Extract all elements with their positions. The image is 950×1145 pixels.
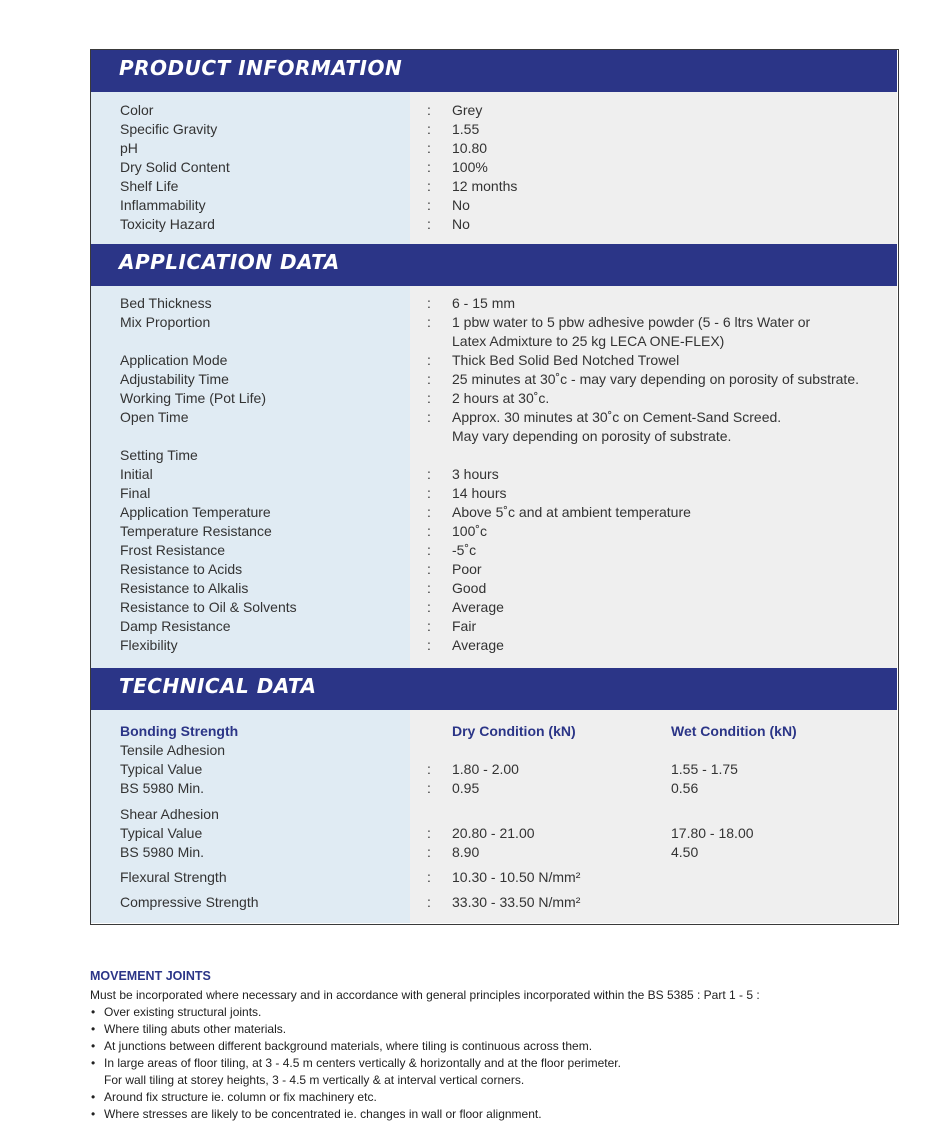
row-value: May vary depending on porosity of substrate. xyxy=(452,428,732,444)
row-label: Specific Gravity xyxy=(120,121,218,137)
row-value: 1 pbw water to 5 pbw adhesive powder (5 - 6 ltrs Water or xyxy=(452,314,811,330)
table-row xyxy=(91,446,897,465)
row-colon: : xyxy=(427,523,431,539)
row-value: Above 5˚c and at ambient temperature xyxy=(452,504,691,520)
dry-value: 20.80 - 21.00 xyxy=(452,825,535,841)
table-row xyxy=(91,805,897,824)
row-label: Frost Resistance xyxy=(120,542,226,558)
table-row xyxy=(91,579,897,598)
table-row xyxy=(91,541,897,560)
movement-joints-title: MOVEMENT JOINTS xyxy=(90,969,211,983)
movement-joints-section xyxy=(90,968,910,1123)
row-label: Application Temperature xyxy=(120,504,271,520)
table-row xyxy=(91,484,897,503)
table-row xyxy=(91,177,897,196)
wet-value: 1.55 - 1.75 xyxy=(671,761,738,777)
table-row xyxy=(91,636,897,655)
data-sheet-frame xyxy=(90,49,899,925)
product-information-header xyxy=(91,50,897,92)
application-data-title: APPLICATION DATA xyxy=(119,250,340,274)
row-value: Grey xyxy=(452,102,483,118)
row-label: Temperature Resistance xyxy=(120,523,272,539)
row-label: Dry Solid Content xyxy=(120,159,230,175)
row-colon: : xyxy=(427,561,431,577)
dry-value: 8.90 xyxy=(452,844,480,860)
row-label: Damp Resistance xyxy=(120,618,231,634)
row-value: 10.80 xyxy=(452,140,488,156)
dry-value: 33.30 - 33.50 N/mm² xyxy=(452,894,581,910)
row-value: Good xyxy=(452,580,487,596)
product-information-title: PRODUCT INFORMATION xyxy=(119,56,403,80)
technical-header-row xyxy=(91,722,897,741)
row-value: 2 hours at 30˚c. xyxy=(452,390,550,406)
table-row xyxy=(91,760,897,779)
list-item: • At junctions between different background materials, where tiling is continuous across them. xyxy=(90,1038,910,1055)
dry-value: 10.30 - 10.50 N/mm² xyxy=(452,869,581,885)
row-label: Application Mode xyxy=(120,352,228,368)
row-value: 25 minutes at 30˚c - may vary depending on porosity of substrate. xyxy=(452,371,859,387)
product-information-body xyxy=(91,92,897,244)
list-item: • Around fix structure ie. column or fix machinery etc. xyxy=(90,1089,910,1106)
list-item: • Where stresses are likely to be concentrated ie. changes in wall or floor alignment. xyxy=(90,1106,910,1123)
table-row xyxy=(91,196,897,215)
dry-condition-heading: Dry Condition (kN) xyxy=(452,723,576,739)
wet-value: 17.80 - 18.00 xyxy=(671,825,754,841)
application-data-header xyxy=(91,244,897,286)
row-label: Resistance to Acids xyxy=(120,561,243,577)
table-row xyxy=(91,332,897,351)
row-label: Mix Proportion xyxy=(120,314,211,330)
row-colon: : xyxy=(427,159,431,175)
row-colon: : xyxy=(427,121,431,137)
row-value: Poor xyxy=(452,561,482,577)
row-label: BS 5980 Min. xyxy=(120,780,205,796)
technical-data-body xyxy=(91,710,897,923)
row-colon: : xyxy=(427,618,431,634)
row-value: No xyxy=(452,197,470,213)
table-row xyxy=(91,868,897,887)
row-label: Final xyxy=(120,485,151,501)
row-colon: : xyxy=(427,314,431,330)
table-row xyxy=(91,139,897,158)
row-value: 100˚c xyxy=(452,523,488,539)
table-row xyxy=(91,779,897,798)
table-row xyxy=(91,617,897,636)
row-label: pH xyxy=(120,140,138,156)
row-colon: : xyxy=(427,504,431,520)
row-label: Initial xyxy=(120,466,153,482)
row-label: Bed Thickness xyxy=(120,295,212,311)
row-label: Tensile Adhesion xyxy=(120,742,226,758)
technical-data-header xyxy=(91,668,897,710)
row-colon: : xyxy=(427,825,431,841)
row-label: Inflammability xyxy=(120,197,206,213)
row-value: Approx. 30 minutes at 30˚c on Cement-Sand Screed. xyxy=(452,409,782,425)
table-row xyxy=(91,824,897,843)
row-value: 14 hours xyxy=(452,485,507,501)
row-colon: : xyxy=(427,352,431,368)
row-value: Fair xyxy=(452,618,477,634)
row-label: Typical Value xyxy=(120,825,203,841)
dry-value: 0.95 xyxy=(452,780,480,796)
row-colon: : xyxy=(427,761,431,777)
table-row xyxy=(91,101,897,120)
row-label: Flexural Strength xyxy=(120,869,227,885)
row-colon: : xyxy=(427,780,431,796)
row-colon: : xyxy=(427,466,431,482)
table-row xyxy=(91,294,897,313)
list-item: • Where tiling abuts other materials. xyxy=(90,1021,910,1038)
row-value: Thick Bed Solid Bed Notched Trowel xyxy=(452,352,680,368)
row-label: Shelf Life xyxy=(120,178,179,194)
row-label: Working Time (Pot Life) xyxy=(120,390,267,406)
row-colon: : xyxy=(427,894,431,910)
row-label: Compressive Strength xyxy=(120,894,259,910)
row-value: 3 hours xyxy=(452,466,499,482)
table-row xyxy=(91,741,897,760)
row-colon: : xyxy=(427,390,431,406)
row-label: Flexibility xyxy=(120,637,178,653)
row-label: Resistance to Alkalis xyxy=(120,580,249,596)
row-value: 12 months xyxy=(452,178,518,194)
list-item: • Over existing structural joints. xyxy=(90,1004,910,1021)
row-value: Average xyxy=(452,599,504,615)
row-value: 6 - 15 mm xyxy=(452,295,516,311)
table-row xyxy=(91,843,897,862)
table-row xyxy=(91,389,897,408)
movement-joints-intro: Must be incorporated where necessary and in accordance with general principles incorporated within the BS 5385 : Part 1 - 5 : xyxy=(90,988,760,1002)
row-colon: : xyxy=(427,371,431,387)
table-row xyxy=(91,598,897,617)
row-label: Color xyxy=(120,102,154,118)
table-row xyxy=(91,503,897,522)
wet-condition-heading: Wet Condition (kN) xyxy=(671,723,797,739)
table-row xyxy=(91,120,897,139)
wet-value: 4.50 xyxy=(671,844,699,860)
row-colon: : xyxy=(427,599,431,615)
row-label: Shear Adhesion xyxy=(120,806,219,822)
row-colon: : xyxy=(427,216,431,232)
row-colon: : xyxy=(427,140,431,156)
row-colon: : xyxy=(427,580,431,596)
row-colon: : xyxy=(427,637,431,653)
technical-data-title: TECHNICAL DATA xyxy=(119,674,317,698)
row-value: -5˚c xyxy=(452,542,477,558)
row-value: Latex Admixture to 25 kg LECA ONE-FLEX) xyxy=(452,333,725,349)
bonding-strength-heading: Bonding Strength xyxy=(120,723,239,739)
row-label: Adjustability Time xyxy=(120,371,229,387)
row-label: Open Time xyxy=(120,409,189,425)
row-value: Average xyxy=(452,637,504,653)
row-label: Toxicity Hazard xyxy=(120,216,215,232)
row-colon: : xyxy=(427,197,431,213)
wet-value: 0.56 xyxy=(671,780,699,796)
row-value: No xyxy=(452,216,470,232)
row-label: BS 5980 Min. xyxy=(120,844,205,860)
table-row xyxy=(91,465,897,484)
table-row xyxy=(91,560,897,579)
table-row xyxy=(91,427,897,446)
list-item: • In large areas of floor tiling, at 3 - 4.5 m centers vertically & horizontally and at the floor perimeter. xyxy=(90,1055,910,1072)
table-row xyxy=(91,522,897,541)
application-data-body xyxy=(91,286,897,668)
row-colon: : xyxy=(427,102,431,118)
row-label: Resistance to Oil & Solvents xyxy=(120,599,297,615)
table-row xyxy=(91,408,897,427)
row-colon: : xyxy=(427,295,431,311)
row-colon: : xyxy=(427,844,431,860)
table-row xyxy=(91,313,897,332)
table-row xyxy=(91,158,897,177)
row-value: 1.55 xyxy=(452,121,480,137)
row-colon: : xyxy=(427,485,431,501)
table-row xyxy=(91,893,897,912)
row-colon: : xyxy=(427,409,431,425)
row-colon: : xyxy=(427,869,431,885)
row-label: Setting Time xyxy=(120,447,198,463)
table-row xyxy=(91,351,897,370)
table-row xyxy=(91,215,897,234)
row-label: Typical Value xyxy=(120,761,203,777)
list-item-continuation: For wall tiling at storey heights, 3 - 4.5 m vertically & at interval vertical corners. xyxy=(104,1073,525,1087)
row-colon: : xyxy=(427,178,431,194)
dry-value: 1.80 - 2.00 xyxy=(452,761,519,777)
row-colon: : xyxy=(427,542,431,558)
table-row xyxy=(91,370,897,389)
row-value: 100% xyxy=(452,159,488,175)
